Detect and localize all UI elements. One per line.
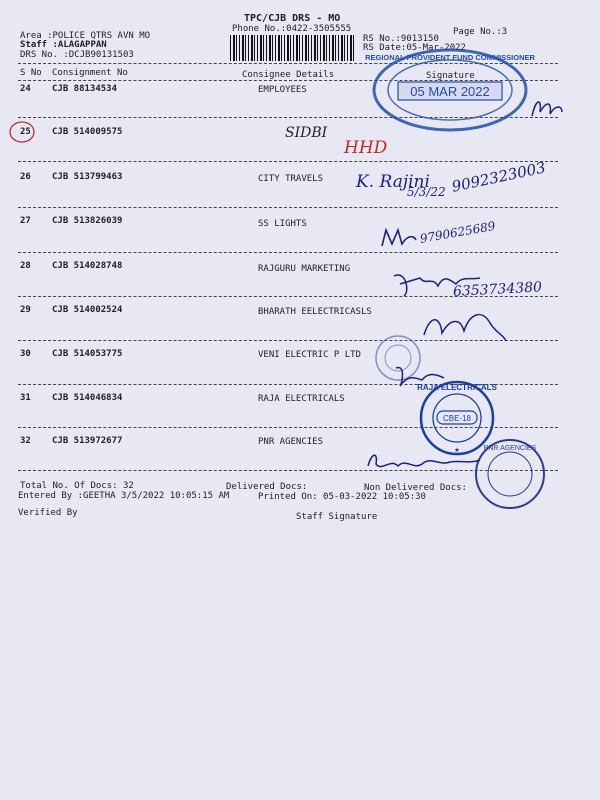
report-title: TPC/CJB DRS - MO <box>244 13 341 24</box>
row-sno: 26 <box>20 172 31 182</box>
epf-stamp-date: 05 MAR 2022 <box>410 84 490 99</box>
row-sno: 32 <box>20 436 31 446</box>
handwritten-text: SIDBI <box>285 125 328 141</box>
epf-office-stamp <box>365 38 540 128</box>
row-divider <box>18 207 558 208</box>
row-consignee: CITY TRAVELS <box>258 174 324 184</box>
row-consignment: CJB 513826039 <box>52 216 123 226</box>
signature <box>528 94 568 124</box>
handwritten-date: 5/3/22 <box>407 185 446 199</box>
epf-stamp-title: REGIONAL PROVIDENT FUND COMMISSIONER <box>365 53 535 62</box>
row-sno: 29 <box>20 305 31 315</box>
red-circle-mark <box>8 119 38 145</box>
total-docs: Total No. Of Docs: 32 <box>20 481 134 491</box>
col-consignee: Consignee Details <box>242 70 335 80</box>
delivered-docs: Delivered Docs: <box>226 482 308 492</box>
signature <box>364 448 484 478</box>
handwritten-phone: 9092323003 <box>450 158 548 196</box>
handwritten-text: HHD <box>344 138 388 158</box>
staff-label: Staff :ALAGAPPAN <box>20 40 107 50</box>
printed-on: Printed On: 05-03-2022 10:05:30 <box>258 492 426 502</box>
col-signature: Signature <box>426 71 475 81</box>
drs-number: DRS No. :DCJB90131503 <box>20 50 134 60</box>
row-sno: 31 <box>20 393 31 403</box>
handwritten-phone: 6353734380 <box>452 279 543 300</box>
row-consignment: CJB 514028748 <box>52 261 123 271</box>
star-icon: ★ <box>454 445 460 455</box>
row-sno: 25 <box>20 127 31 137</box>
entered-by: Entered By :GEETHA 3/5/2022 10:05:15 AM <box>18 491 230 501</box>
area-label: Area :POLICE QTRS AVN MO <box>20 31 151 41</box>
row-consignee: PNR AGENCIES <box>258 437 324 447</box>
signature <box>380 224 420 254</box>
row-consignee: BHARATH EELECTRICASLS <box>258 307 372 317</box>
signature <box>392 360 452 390</box>
col-consignment: Consignment No <box>52 68 128 78</box>
raja-stamp-code: CBE-18 <box>442 414 472 423</box>
row-sno: 28 <box>20 261 31 271</box>
row-consignment: CJB 514053775 <box>52 349 123 359</box>
phone-number: Phone No.:0422-3505555 <box>232 24 352 34</box>
staff-signature: Staff Signature <box>296 512 378 522</box>
non-delivered-docs: Non Delivered Docs: <box>364 483 467 493</box>
row-consignee: EMPLOYEES <box>258 85 307 95</box>
row-consignment: CJB 513799463 <box>52 172 123 182</box>
rs-date: RS Date:05-Mar-2022 <box>363 43 466 53</box>
row-consignment: CJB 88134534 <box>52 84 118 94</box>
row-consignee: VENI ELECTRIC P LTD <box>258 350 361 360</box>
handwritten-phone: 9790625689 <box>418 218 497 246</box>
row-consignee: SS LIGHTS <box>258 219 307 229</box>
raja-stamp-title: RAJA ELECTRICALS <box>417 383 497 392</box>
row-consignment: CJB 514002524 <box>52 305 123 315</box>
row-divider <box>18 252 558 253</box>
row-sno: 30 <box>20 349 31 359</box>
row-consignment: CJB 514009575 <box>52 127 123 137</box>
signature <box>420 305 510 349</box>
page-number: Page No.:3 <box>453 27 508 37</box>
signature-text: K. Rajini <box>356 172 430 192</box>
row-consignment: CJB 514046834 <box>52 393 123 403</box>
row-consignment: CJB 513972677 <box>52 436 123 446</box>
row-divider <box>18 161 558 162</box>
verified-by: Verified By <box>18 508 78 518</box>
barcode <box>230 35 354 61</box>
row-sno: 24 <box>20 84 31 94</box>
col-sno: S No <box>20 68 42 78</box>
row-sno: 27 <box>20 216 31 226</box>
rs-number: RS No.:9013150 <box>363 34 439 44</box>
row-consignee: RAJA ELECTRICALS <box>258 394 345 404</box>
row-consignee: RAJGURU MARKETING <box>258 264 351 274</box>
pnr-stamp-title: PNR AGENCIES <box>483 445 537 452</box>
